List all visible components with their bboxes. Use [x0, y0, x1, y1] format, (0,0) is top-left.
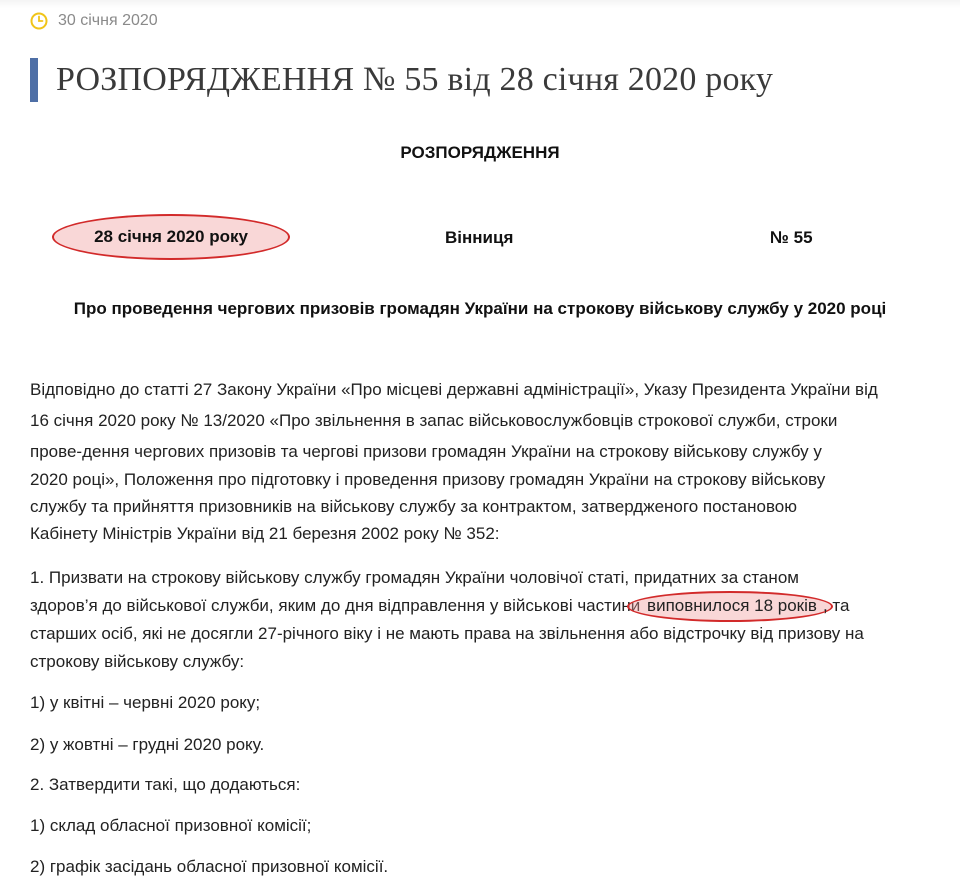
preamble-line: службу та прийняття призовників на військову службу за контрактом, затвердженого постановою — [30, 497, 797, 516]
age-highlight: виповнилося 18 років — [627, 591, 833, 622]
sub-item-1: 1) у квітні – червні 2020 року; — [30, 693, 261, 712]
page-title: РОЗПОРЯДЖЕННЯ № 55 від 28 січня 2020 року — [56, 61, 774, 98]
item1-line: строкову військову службу: — [30, 652, 245, 671]
top-bar — [0, 0, 960, 8]
preamble-line: Кабінету Міністрів України від 21 березня 2002 року № 352: — [30, 524, 500, 543]
preamble-line: Відповідно до статті 27 Закону України «Про місцеві державні адміністрації», Указу Президента України від — [30, 380, 878, 399]
item-2: 2. Затвердити такі, що додаються: — [30, 775, 301, 794]
item1-line2-text: здоров’я до військової служби, яким до дня відправлення у військові частини — [30, 596, 641, 615]
clock-icon — [30, 12, 48, 30]
document-date: 28 січня 2020 року — [94, 227, 248, 246]
item1-line: 1. Призвати на строкову військову службу громадян України чоловічої статі, придатних за станом — [30, 568, 799, 587]
preamble-line: прове-дення чергових призовів та чергові призови громадян України на строкову військову службу у — [30, 442, 822, 461]
item2-sub-2: 2) графік засідань обласної призовної комісії. — [30, 857, 389, 876]
preamble-line: 16 січня 2020 року № 13/2020 «Про звільнення в запас військовослужбовців строкової служби, строки — [30, 411, 838, 430]
item2-sub-1: 1) склад обласної призовної комісії; — [30, 816, 312, 835]
item1-line-with-highlight — [30, 596, 849, 616]
document-number: № 55 — [770, 228, 813, 247]
title-accent-bar — [30, 58, 38, 102]
post-date-text: 30 січня 2020 — [58, 12, 158, 29]
document-city: Вінниця — [445, 228, 514, 247]
post-date — [30, 12, 158, 30]
item1-line: старших осіб, які не досягли 27-річного віку і не мають права на звільнення або відстрочку від призову на — [30, 624, 864, 643]
item1-line2-tail: , та — [822, 596, 850, 615]
document-subject: Про проведення чергових призовів громадян України на строкову військову службу у 2020 році — [73, 299, 887, 318]
page-title-block — [30, 58, 773, 102]
sub-item-2: 2) у жовтні – грудні 2020 року. — [30, 735, 265, 754]
document-heading: РОЗПОРЯДЖЕННЯ — [400, 143, 560, 162]
document-date-highlighted — [52, 214, 290, 260]
preamble-line: 2020 році», Положення про підготовку і проведення призову громадян України на строкову військову — [30, 470, 826, 489]
